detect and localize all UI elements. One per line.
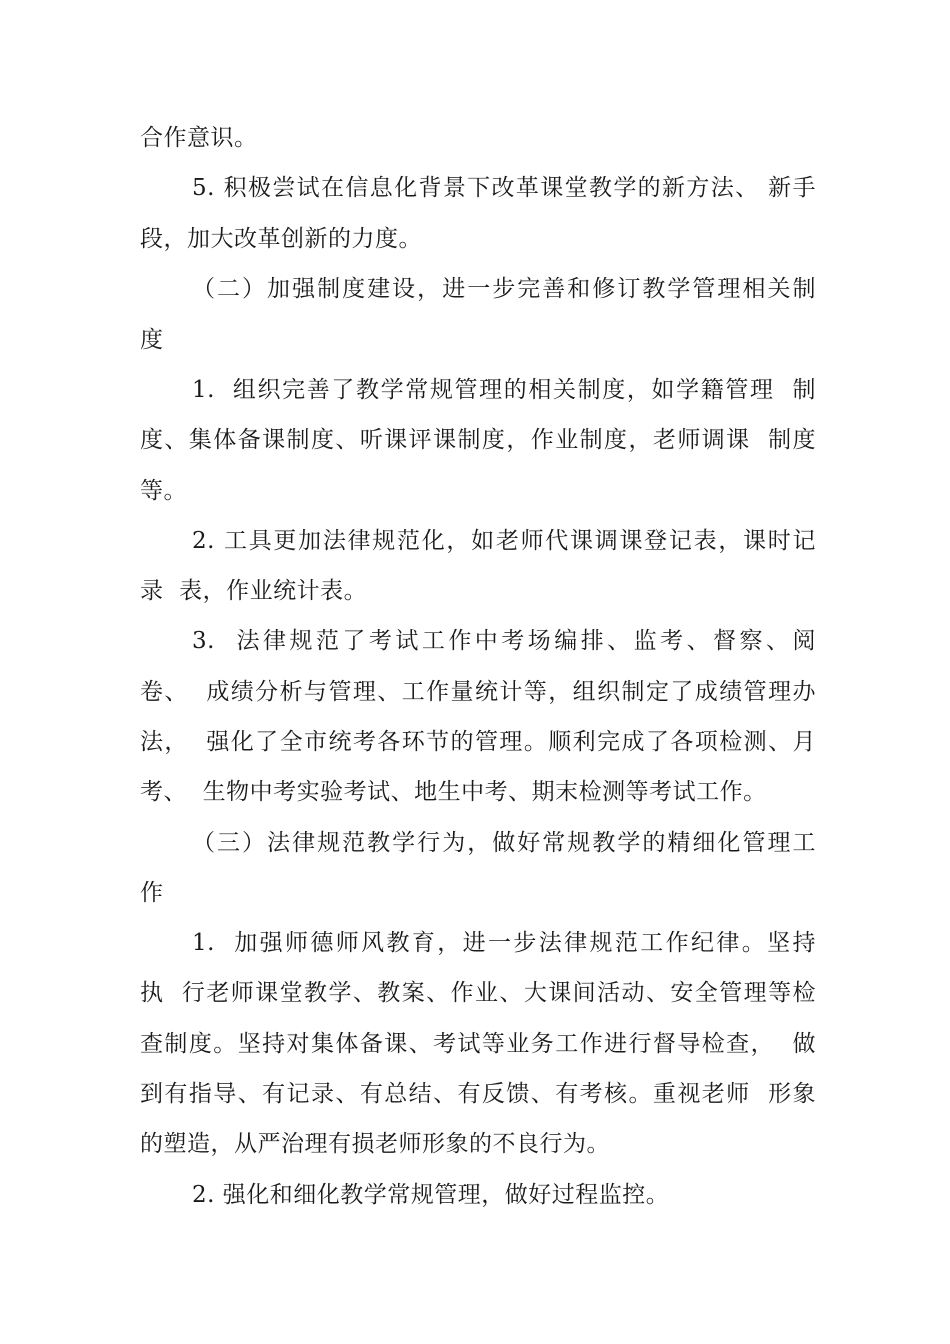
paragraph-line: 3. 法律规范了考试工作中考场编排、监考、督察、阅: [192, 628, 816, 654]
section-heading-line: 作: [140, 880, 164, 906]
paragraph-line: 考、 生物中考实验考试、地生中考、期末检测等考试工作。: [140, 779, 767, 805]
paragraph-line: 卷、 成绩分析与管理、工作量统计等，组织制定了成绩管理办: [140, 679, 816, 705]
paragraph-line: 1. 加强师德师风教育，进一步法律规范工作纪律。坚持: [192, 930, 816, 956]
paragraph-line: 1. 组织完善了教学常规管理的相关制度，如学籍管理 制: [192, 377, 816, 403]
paragraph-line: 2. 工具更加法律规范化，如老师代课调课登记表，课时记: [192, 528, 816, 554]
paragraph-line: 法， 强化了全市统考各环节的管理。顺利完成了各项检测、月: [140, 729, 816, 755]
paragraph-line: 到有指导、有记录、有总结、有反馈、有考核。重视老师 形象: [140, 1081, 816, 1107]
paragraph-line: 段，加大改革创新的力度。: [140, 226, 422, 252]
paragraph-line: 5. 积极尝试在信息化背景下改革课堂教学的新方法、 新手: [192, 175, 816, 201]
paragraph-line: 度、集体备课制度、听课评课制度，作业制度，老师调课 制度: [140, 427, 816, 453]
paragraph-line: 查制度。坚持对集体备课、考试等业务工作进行督导检查， 做: [140, 1031, 816, 1057]
paragraph-line: 录 表，作业统计表。: [140, 578, 368, 604]
paragraph-line: 2. 强化和细化教学常规管理，做好过程监控。: [192, 1182, 670, 1208]
section-heading-line: （二）加强制度建设，进一步完善和修订教学管理相关制: [192, 276, 816, 302]
paragraph-line: 合作意识。: [140, 125, 258, 151]
paragraph-line: 执 行老师课堂教学、教案、作业、大课间活动、安全管理等检: [140, 980, 816, 1006]
section-heading-line: （三）法律规范教学行为，做好常规教学的精细化管理工: [192, 830, 816, 856]
paragraph-line: 等。: [140, 478, 187, 504]
section-heading-line: 度: [140, 327, 164, 353]
paragraph-line: 的塑造，从严治理有损老师形象的不良行为。: [140, 1131, 610, 1157]
